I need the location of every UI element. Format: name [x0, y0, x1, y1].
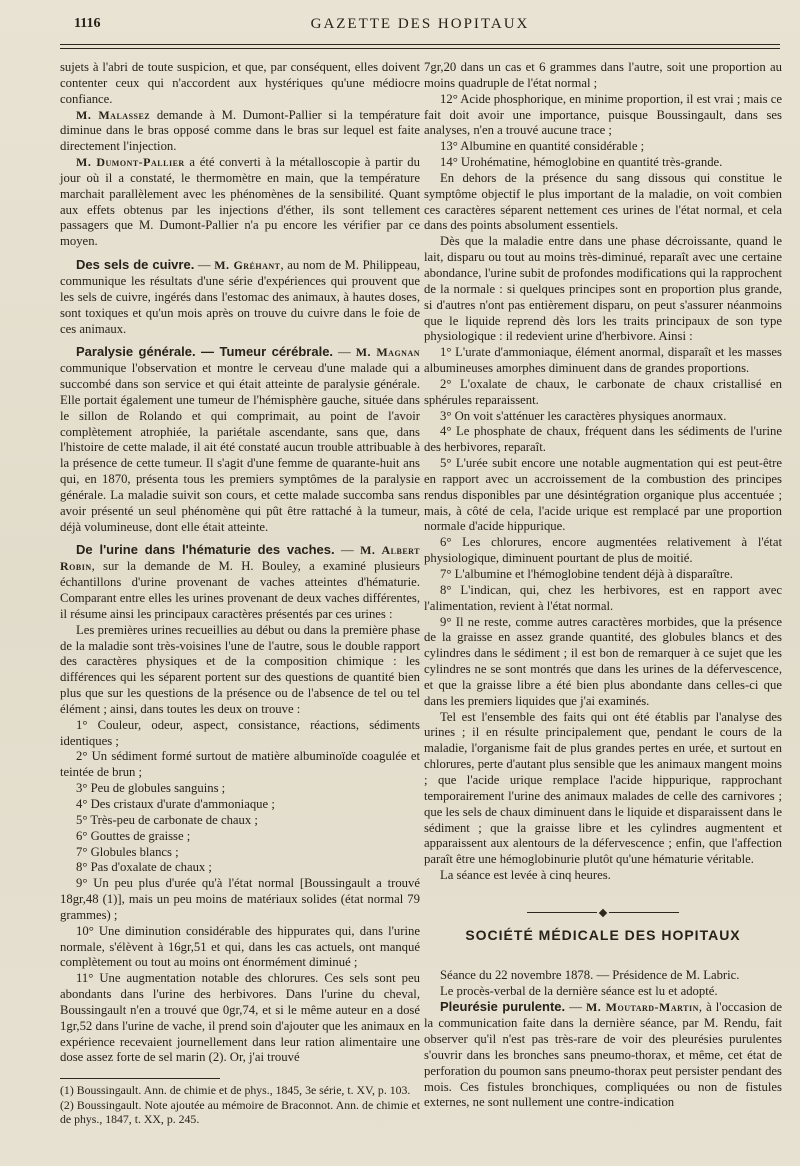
paragraph	[60, 542, 420, 622]
dash: —	[333, 345, 356, 360]
list-item: 1° L'urate d'ammoniaque, élément anormal, disparaît et les masses albumineuses amorphes diminuent dans de grandes proportions.	[424, 345, 782, 376]
list-item: 6° Les chlorures, encore augmentées relativement à l'état physiologique, diminuent pourtant de plus de moitié.	[424, 535, 782, 566]
paragraph: sujets à l'abri de toute suspicion, et que, par conséquent, elles doivent contenter ceux qui n'accordent aux hystériques qu'une médiocre confiance.	[60, 60, 420, 106]
paragraph: En dehors de la présence du sang dissous qui constitue le symptôme objectif le plus important de la maladie, on voit combien ces caractères séparent nettement ces urines de l'état normal, et cela dans des points absolument essentiels.	[424, 170, 782, 233]
paragraph: Dès que la maladie entre dans une phase décroissante, quand le lait, disparu ou tout au moins très-diminué, reparaît avec une certaine abondance, l'urine subit de profondes modifications qui la rapprochent de la normale : si quelques principes sont en proportion plus grande, si d'autres n'ont pas entièrement disparu, on peut s'assurer néanmoins que le liquide reprend dès lors les traits principaux de son type physiologique : il redevient urine d'herbivore. Ainsi :	[424, 234, 782, 344]
list-item: 14° Urohématine, hémoglobine en quantité très-grande.	[440, 155, 723, 170]
list-item: 7° Globules blancs ;	[76, 844, 179, 859]
left-column	[60, 60, 420, 1127]
dash: —	[194, 258, 215, 273]
list-item: 12° Acide phosphorique, en minime proportion, il est vrai ; mais ce fait doit avoir une importance, puisque Boussingault, dans ses analyses, n'en a trouvé aucune trace ;	[424, 91, 782, 138]
speaker-name: M. Albert Robin	[60, 543, 421, 574]
dash: —	[565, 1000, 586, 1015]
paragraph: Les premières urines recueillies au début ou dans la première phase de la maladie sont très-voisines l'une de l'autre, sous le double rapport des caractères physiques et de la composition chimique : les différences qui les séparent portent sur des questions de quantité bien plus que sur les questions de la présence ou de l'absence de tel ou tel élément ; ainsi, dans toutes les deux on trouve :	[60, 622, 420, 716]
list-item: 8° L'indican, qui, chez les herbivores, est en rapport avec l'alimentation, revient à l'état normal.	[424, 582, 782, 613]
separator-line	[609, 912, 679, 913]
list-item: 6° Gouttes de graisse ;	[76, 828, 191, 843]
footnote-rule	[60, 1078, 220, 1079]
paragraph	[60, 155, 420, 250]
paragraph: 7gr,20 dans un cas et 6 grammes dans l'autre, soit une proportion au moins quadruple de l'état normal ;	[424, 60, 782, 90]
speaker-name: M. Malassez	[76, 107, 151, 122]
list-item: 3° On voit s'atténuer les caractères physiques anormaux.	[440, 408, 727, 423]
section-separator	[424, 910, 782, 916]
list-item: 10° Une diminution considérable des hippurates qui, dans l'urine normale, s'élèvent à 16gr,51 et qui, dans les cas actuels, ont manqué complètement ou tout au moins ont énormément diminué ;	[60, 923, 420, 970]
session-line: Séance du 22 novembre 1878. — Présidence de M. Labric.	[440, 967, 740, 982]
list-item: 4° Le phosphate de chaux, fréquent dans les sédiments de l'urine des herbivores, reparaît.	[424, 424, 782, 455]
list-item: 5° Très-peu de carbonate de chaux ;	[76, 812, 258, 827]
right-column	[424, 60, 782, 1111]
list-item: 2° Un sédiment formé surtout de matière albuminoïde coagulée et teintée de brun ;	[60, 749, 420, 780]
journal-title: GAZETTE DES HOPITAUX	[310, 16, 530, 32]
list-item: 2° L'oxalate de chaux, le carbonate de chaux cristallisé en sphérules reparaissent.	[424, 376, 782, 407]
dash: —	[334, 543, 361, 558]
paragraph-text: , à l'occasion de la communication faite dans la dernière séance, par M. Rendu, fait observer qu'il n'est pas très-rare de voir des pleurésies purulentes s'ouvrir dans les bronches sans pneumo-thorax, et même, cet état de perforation du poumon sans pneumo-thorax peut persister pendant des mois. Ces fistules bronchiques, compliquées ou non de fistules externes, ne sont nullement une contre-indication	[424, 1000, 782, 1110]
list-item: 9° Un peu plus d'urée qu'à l'état normal [Boussingault a trouvé 18gr,48 (1)], mais un peu moins de matériaux solides (état normal 79 grammes) ;	[60, 876, 420, 922]
rubric-title: Paralysie générale. — Tumeur cérébrale.	[76, 344, 334, 360]
list-item: 5° L'urée subit encore une notable augmentation qui est peut-être en rapport avec un accroissement de la combustion des principes rendus disponibles par une désintégration organique plus accentuée ; mais, à côté de cela, l'acide urique est remplacé par une proportion normale d'acide hippurique.	[424, 456, 782, 534]
separator-diamond	[599, 909, 607, 917]
rubric-title: De l'urine dans l'hématurie des vaches.	[76, 542, 335, 558]
footnote: (1) Boussingault. Ann. de chimie et de phys., 1845, 3e série, t. XV, p. 103.	[60, 1083, 411, 1098]
paragraph	[424, 999, 782, 1111]
list-item: 11° Une augmentation notable des chlorures. Ces sels sont peu abondants dans l'urine des herbivores. Dans l'urine du cheval, Boussingault n'en a trouvé que 0gr,74, et si le même auteur en a dosé 1gr,52 dans l'urine de vache, il prend soin d'ajouter que les animaux en expérience recevaient journellement dans leur ration alimentaire une dose assez forte de sel marin (2). Or, j'ai trouvé	[60, 971, 420, 1065]
section-title: SOCIÉTÉ MÉDICALE DES HOPITAUX	[465, 926, 741, 943]
paragraph: Tel est l'ensemble des faits qui ont été établis par l'analyse des urines ; il en résulte principalement que, pendant le cours de la maladie, l'organisme fait de plus grandes pertes en urée, et surtout en chlorures, perte d'autant plus sensible que les animaux mangent moins ; que l'acide urique remplace l'acide hippurique, rapprochant temporairement l'urine des animaux malades de celle des carnivores ; que les sels de chaux diminuent dans le liquide et disparaissent dans le sédiment ; que la graisse libre et les cylindres augmentent et apparaissent aux alentours de la défervescence ; enfin, que l'affection paraît être une hémoglobinurie plutôt qu'une hématurie véritable.	[424, 709, 782, 867]
speaker-name: M. Dumont-Pallier	[76, 155, 185, 170]
list-item: 4° Des cristaux d'urate d'ammoniaque ;	[76, 796, 275, 811]
speaker-name: M. Magnan	[355, 345, 421, 360]
paragraph: Le procès-verbal de la dernière séance est lu et adopté.	[440, 983, 718, 998]
list-item: 13° Albumine en quantité considérable ;	[440, 139, 645, 154]
paragraph-text: communique l'observation et montre le cerveau d'une malade qui a succombé dans son service et qui était atteinte de paralysie générale. Elle portait également une tumeur de l'hémisphère gauche, située dans le sillon de Rolando et qui comprimait, au point de l'avoir complètement atrophiée, la pariétale ascendante, sans que, dans l'histoire de cette malade, il ait été constaté aucun trouble attribuable à la présence de cette tumeur. Il s'agit d'une femme de quarante-huit ans qui, en 1870, présenta tous les premiers symptômes de la paralysie générale. La maladie suivit son cours, et cette malade succomba sans avoir présenté un seul phénomène qui pût être rattaché à la tumeur, déjà volumineuse, dont elle était atteinte.	[60, 361, 420, 534]
page-header	[60, 16, 780, 38]
paragraph-text: demande à M. Dumont-Pallier si la température diminue dans le bras opposé comme dans le bras sur lequel est faite directement l'injection.	[60, 107, 420, 154]
footnote: (2) Boussingault. Note ajoutée au mémoire de Braconnot. Ann. de chimie et de phys., 1847, t. XX, p. 245.	[60, 1097, 420, 1127]
paragraph-text: , sur la demande de M. H. Bouley, a examiné plusieurs échantillons d'urine provenant de vaches atteintes d'hématurie. Comparant entre elles les urines provenant de deux vaches différentes, il résume ainsi les principaux caractères présentés par ces urines :	[60, 559, 420, 621]
separator-line	[527, 912, 597, 913]
page-number: 1116	[74, 16, 101, 31]
list-item: 8° Pas d'oxalate de chaux ;	[76, 860, 212, 875]
header-rule-thin	[60, 48, 780, 49]
rubric-title: Pleurésie purulente.	[440, 999, 566, 1015]
list-item: 3° Peu de globules sanguins ;	[76, 781, 226, 796]
speaker-name: M. Gréhant	[214, 258, 281, 273]
paragraph	[60, 257, 420, 337]
paragraph-text: , au nom de M. Philippeau, communique les résultats d'une série d'expériences qui prouvent que les sels de cuivre, ingérés dans l'estomac des animaux, à hautes doses, sont toxiques et qu'un mois après on trouve du cuivre dans le foie de ces animaux.	[60, 258, 421, 336]
paragraph	[60, 344, 420, 535]
list-item: 7° L'albumine et l'hémoglobine tendent déjà à disparaître.	[440, 567, 733, 581]
rubric-title: Des sels de cuivre.	[76, 257, 195, 273]
paragraph: La séance est levée à cinq heures.	[440, 868, 611, 883]
list-item: 1° Couleur, odeur, aspect, consistance, réactions, sédiments identiques ;	[60, 717, 420, 748]
list-item: 9° Il ne reste, comme autres caractères morbides, que la présence de la graisse en assez grande quantité, des globules blancs et des cylindres dans le sédiment ; il est bon de remarquer à ce sujet que les cylindres ne se sont montrés que dans les urines de la défervescence, et que la graisse libre a été bien plus abondante dans celles-ci que dans les premiers liquides que j'ai examinés.	[424, 614, 782, 708]
paragraph-text: a été converti à la métalloscopie à partir du jour où il a constaté, le thermomètre en main, que la température marchait parallèlement avec les phénomènes de la sensibilité. Quant aux effets obtenus par les injections d'éther, ils sont tellement passagers que M. Dumont-Pallier n'a pu encore les vérifier par ce moyen.	[60, 155, 420, 249]
header-rule	[60, 44, 780, 45]
paragraph	[60, 108, 420, 156]
speaker-name: M. Moutard-Martin	[585, 1000, 699, 1015]
